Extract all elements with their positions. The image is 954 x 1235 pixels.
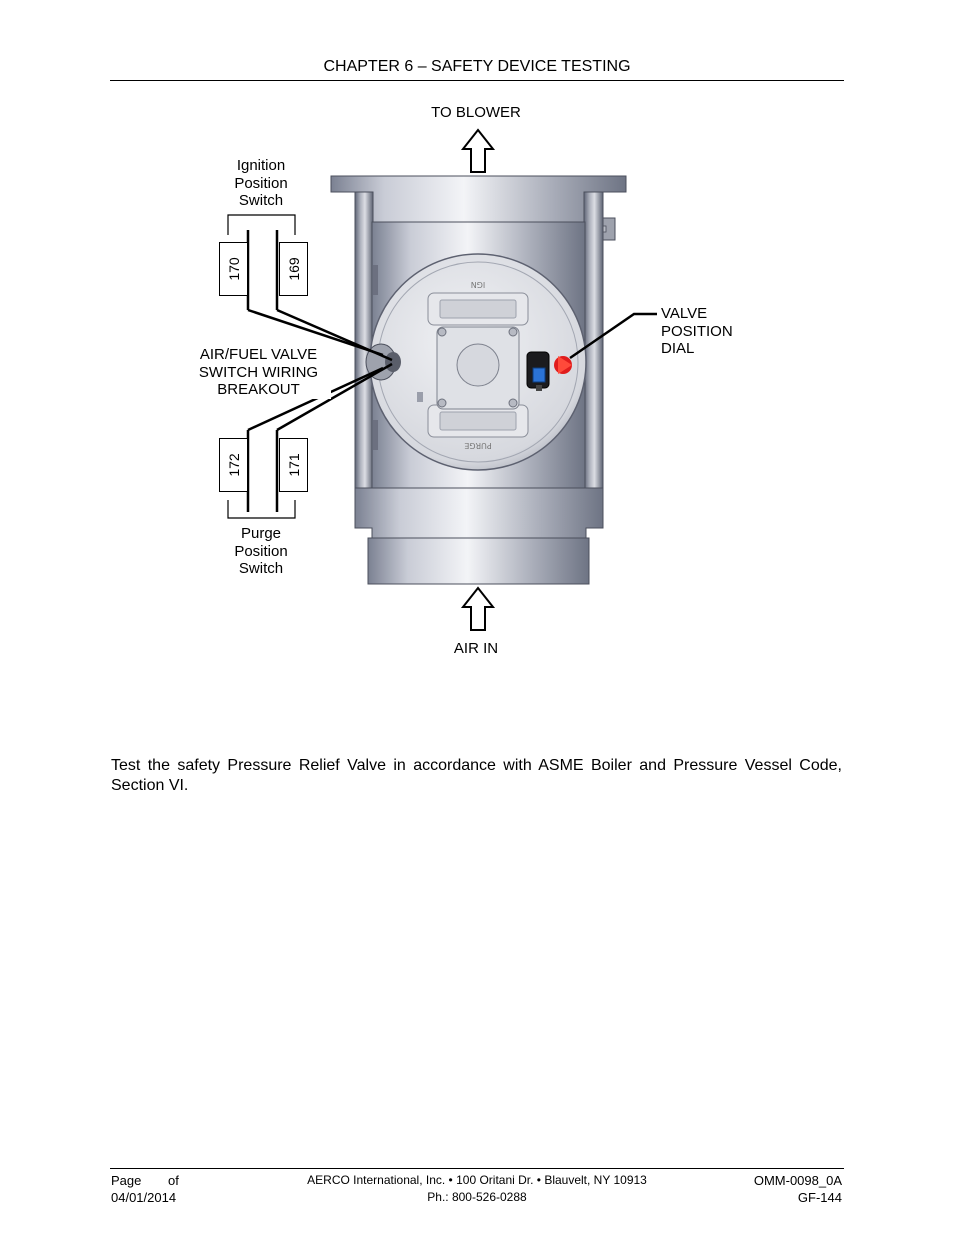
- body-paragraph: Test the safety Pressure Relief Valve in accordance with ASME Boiler and Pressure Vessel Code, Section VI.: [111, 757, 842, 794]
- footer-company: AERCO International, Inc. • 100 Oritani Dr. • Blauvelt, NY 10913: [307, 1173, 647, 1187]
- terminal-171: 171: [279, 438, 308, 492]
- plate-label-top: IGN: [470, 280, 486, 289]
- to-blower-label: TO BLOWER: [431, 104, 521, 121]
- footer-page-label: Page: [111, 1173, 142, 1188]
- plate-label-bottom: PURGE: [464, 441, 492, 450]
- air-in-arrow-icon: [463, 588, 493, 630]
- footer-of-label: of: [168, 1173, 179, 1188]
- purge-switch-label: Purge Position Switch: [234, 525, 288, 577]
- chapter-title: CHAPTER 6 – SAFETY DEVICE TESTING: [323, 58, 631, 75]
- valve-position-dial-label: VALVE POSITION DIAL: [661, 305, 733, 357]
- footer-form-number: GF-144: [797, 1190, 842, 1205]
- footer-doc-number: OMM-0098_0A: [753, 1173, 842, 1188]
- breakout-label: AIR/FUEL VALVE SWITCH WIRING BREAKOUT: [186, 346, 331, 399]
- air-in-label: AIR IN: [453, 640, 499, 657]
- terminal-169: 169: [279, 242, 308, 296]
- footer-rule: [110, 1168, 844, 1169]
- to-blower-arrow-icon: [463, 130, 493, 172]
- terminal-172: 172: [219, 438, 248, 492]
- footer-date: 04/01/2014: [111, 1190, 177, 1205]
- ignition-switch-label: Ignition Position Switch: [234, 157, 288, 209]
- terminal-170: 170: [219, 242, 248, 296]
- footer-phone: Ph.: 800-526-0288: [427, 1190, 527, 1204]
